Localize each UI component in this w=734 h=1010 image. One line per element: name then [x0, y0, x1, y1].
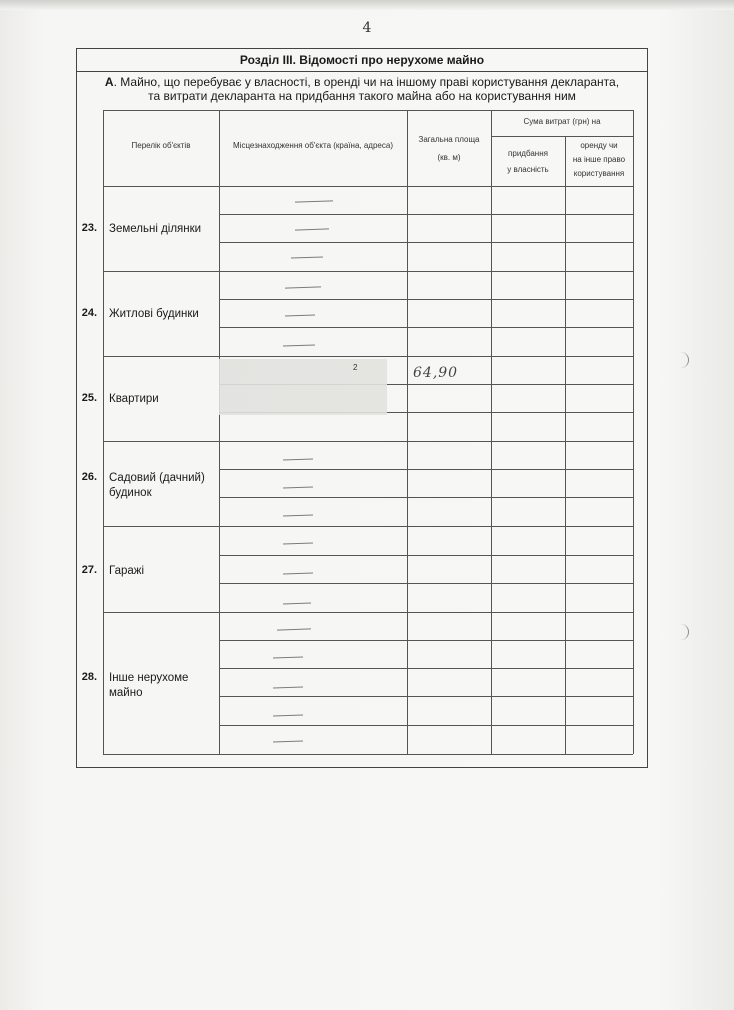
scan-top-edge	[0, 0, 734, 10]
declaration-form-section	[76, 48, 648, 768]
subsection-heading	[77, 75, 647, 103]
sub-row-line	[219, 555, 633, 556]
table-top-border	[103, 110, 633, 111]
header-area	[407, 133, 491, 165]
empty-entry-dash	[273, 714, 303, 716]
row-label-garden-house-line-1: Садовий (дачний)	[109, 472, 205, 484]
group-sep-24	[103, 356, 633, 357]
subsection-line-2: та витрати декларанта на придбання такого майна або на користування ним	[148, 89, 576, 103]
row-label-houses: Житлові будинки	[109, 308, 199, 320]
sub-row-line	[219, 299, 633, 300]
page-number: 4	[362, 20, 372, 36]
header-purchase	[491, 147, 565, 177]
sub-row-line	[219, 640, 633, 641]
header-expenses: Сума витрат (грн) на	[523, 117, 601, 126]
header-purchase-line-1: придбання	[508, 149, 548, 158]
empty-entry-dash	[291, 256, 323, 258]
empty-entry-dash	[295, 200, 333, 202]
empty-entry-dash	[283, 486, 313, 488]
row-label-other-property	[109, 671, 188, 701]
empty-entry-dash	[285, 286, 321, 288]
row-number-25: 25.	[81, 392, 97, 404]
header-bottom-line	[103, 186, 633, 187]
empty-entry-dash	[295, 228, 329, 230]
sub-row-line	[219, 242, 633, 243]
empty-entry-dash	[285, 314, 315, 316]
row-label-garden-house	[109, 471, 205, 501]
col-sep-3	[491, 110, 492, 754]
header-area-line-1: Загальна площа	[418, 135, 480, 144]
apartment-area-value: 64,90	[413, 365, 459, 381]
row-number-24: 24.	[81, 307, 97, 319]
subsection-line-1	[77, 75, 647, 89]
row-label-garden-house-line-2: будинок	[109, 487, 152, 499]
group-sep-25	[103, 441, 633, 442]
row-number-27: 27.	[81, 564, 97, 576]
empty-entry-dash	[273, 740, 303, 742]
row-label-garages: Гаражі	[109, 565, 145, 577]
empty-entry-dash	[283, 572, 313, 574]
empty-entry-dash	[277, 628, 311, 630]
header-objects: Перелік об'єктів	[131, 141, 191, 150]
sub-row-line	[219, 583, 633, 584]
subsection-letter: А	[104, 75, 114, 89]
sub-row-line	[219, 214, 633, 215]
row-number-28: 28.	[81, 671, 97, 683]
sub-row-line	[219, 668, 633, 669]
empty-entry-dash	[283, 542, 313, 544]
redacted-address	[219, 359, 387, 415]
row-label-other-property-line-1: Інше нерухоме	[109, 672, 189, 684]
row-number-23: 23.	[81, 222, 97, 234]
row-number-26: 26.	[81, 471, 97, 483]
header-sub-line	[491, 136, 633, 137]
sub-row-line	[219, 725, 633, 726]
empty-entry-dash	[283, 458, 313, 460]
address-superscript: 2	[353, 363, 358, 372]
group-sep-26	[103, 526, 633, 527]
sub-row-line	[219, 469, 633, 470]
row-label-apartments: Квартири	[109, 393, 159, 405]
empty-entry-dash	[283, 603, 311, 605]
empty-entry-dash	[273, 686, 303, 688]
sub-row-line	[219, 696, 633, 697]
group-sep-23	[103, 271, 633, 272]
section-title: Розділ ІІІ. Відомості про нерухоме майно	[77, 49, 647, 72]
row-label-land: Земельні ділянки	[109, 223, 202, 235]
subsection-line-1-text: . Майно, що перебуває у власності, в оренді чи на іншому праві користування декларанта,	[113, 75, 620, 89]
col-sep-2	[407, 110, 408, 754]
col-sep-4	[565, 136, 566, 754]
header-purchase-line-2: у власність	[507, 165, 549, 174]
header-rent	[565, 139, 633, 181]
sub-row-line	[219, 497, 633, 498]
header-rent-line-1: оренду чи	[580, 141, 618, 150]
col-sep-1	[219, 110, 220, 754]
sub-row-line	[219, 327, 633, 328]
table-bottom-border	[103, 754, 633, 755]
row-label-other-property-line-2: майно	[109, 687, 143, 699]
group-sep-27	[103, 612, 633, 613]
empty-entry-dash	[283, 514, 313, 516]
header-area-line-2: (кв. м)	[437, 153, 461, 162]
header-location: Місцезнаходження об'єкта (країна, адреса)	[233, 141, 393, 150]
table-left-border	[103, 110, 104, 754]
empty-entry-dash	[283, 344, 315, 346]
header-rent-line-3: користування	[573, 169, 625, 178]
table-right-border	[633, 110, 634, 754]
header-rent-line-2: на інше право	[572, 155, 626, 164]
empty-entry-dash	[273, 656, 303, 658]
